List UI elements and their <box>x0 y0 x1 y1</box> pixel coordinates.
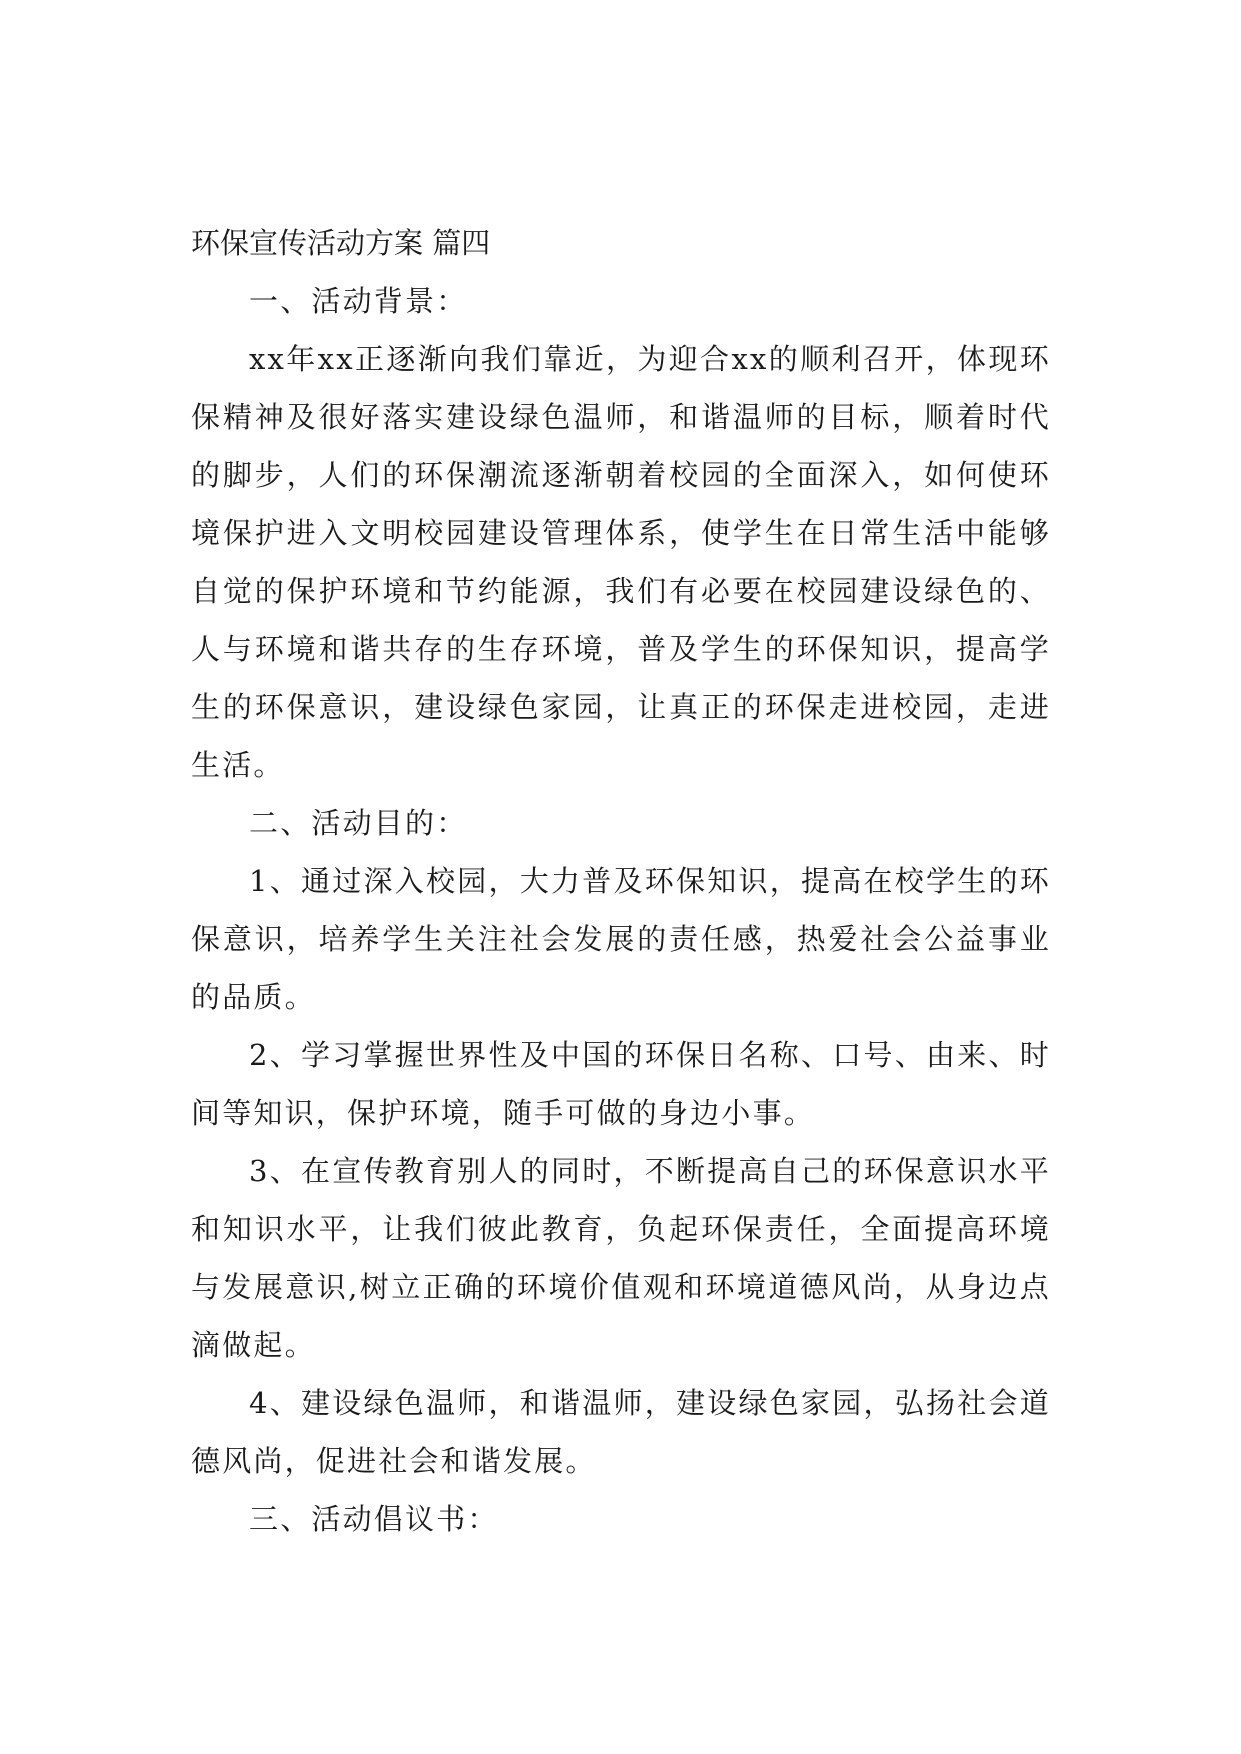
section-heading-proposal: 三、活动倡议书： <box>249 1502 499 1536</box>
paragraph-background: xx年xx正逐渐向我们靠近，为迎合xx的顺利召开，体现环保精神及很好落实建设绿色温师，和谐温师的目标，顺着时代的脚步，人们的环保潮流逐渐朝着校园的全面深入，如何使环境保护进入文明校园建设管理体系，使学生在日常生活中能够自觉的保护环境和节约能源，我们有必要在校园建设绿色的、人与环境和谐共存的生存环境，普及学生的环保知识，提高学生的环保意识，建设绿色家园，让真正的环保走进校园，走进生活。 <box>191 342 1051 782</box>
paragraph-purpose-3: 3、在宣传教育别人的同时，不断提高自己的环保意识水平和知识水平，让我们彼此教育，负起环保责任，全面提高环境与发展意识,树立正确的环境价值观和环境道德风尚，从身边点滴做起。 <box>191 1154 1051 1362</box>
section-heading-purpose: 二、活动目的： <box>249 806 468 840</box>
paragraph-purpose-4: 4、建设绿色温师，和谐温师，建设绿色家园，弘扬社会道德风尚，促进社会和谐发展。 <box>191 1386 1051 1478</box>
document-title: 环保宣传活动方案 篇四 <box>191 226 491 260</box>
paragraph-purpose-1: 1、通过深入校园，大力普及环保知识，提高在校学生的环保意识，培养学生关注社会发展的责任感，热爱社会公益事业的品质。 <box>191 864 1051 1014</box>
section-heading-background: 一、活动背景： <box>249 284 468 318</box>
paragraph-purpose-2: 2、学习掌握世界性及中国的环保日名称、口号、由来、时间等知识，保护环境，随手可做的身边小事。 <box>191 1038 1051 1130</box>
document-body <box>191 214 1051 1548</box>
